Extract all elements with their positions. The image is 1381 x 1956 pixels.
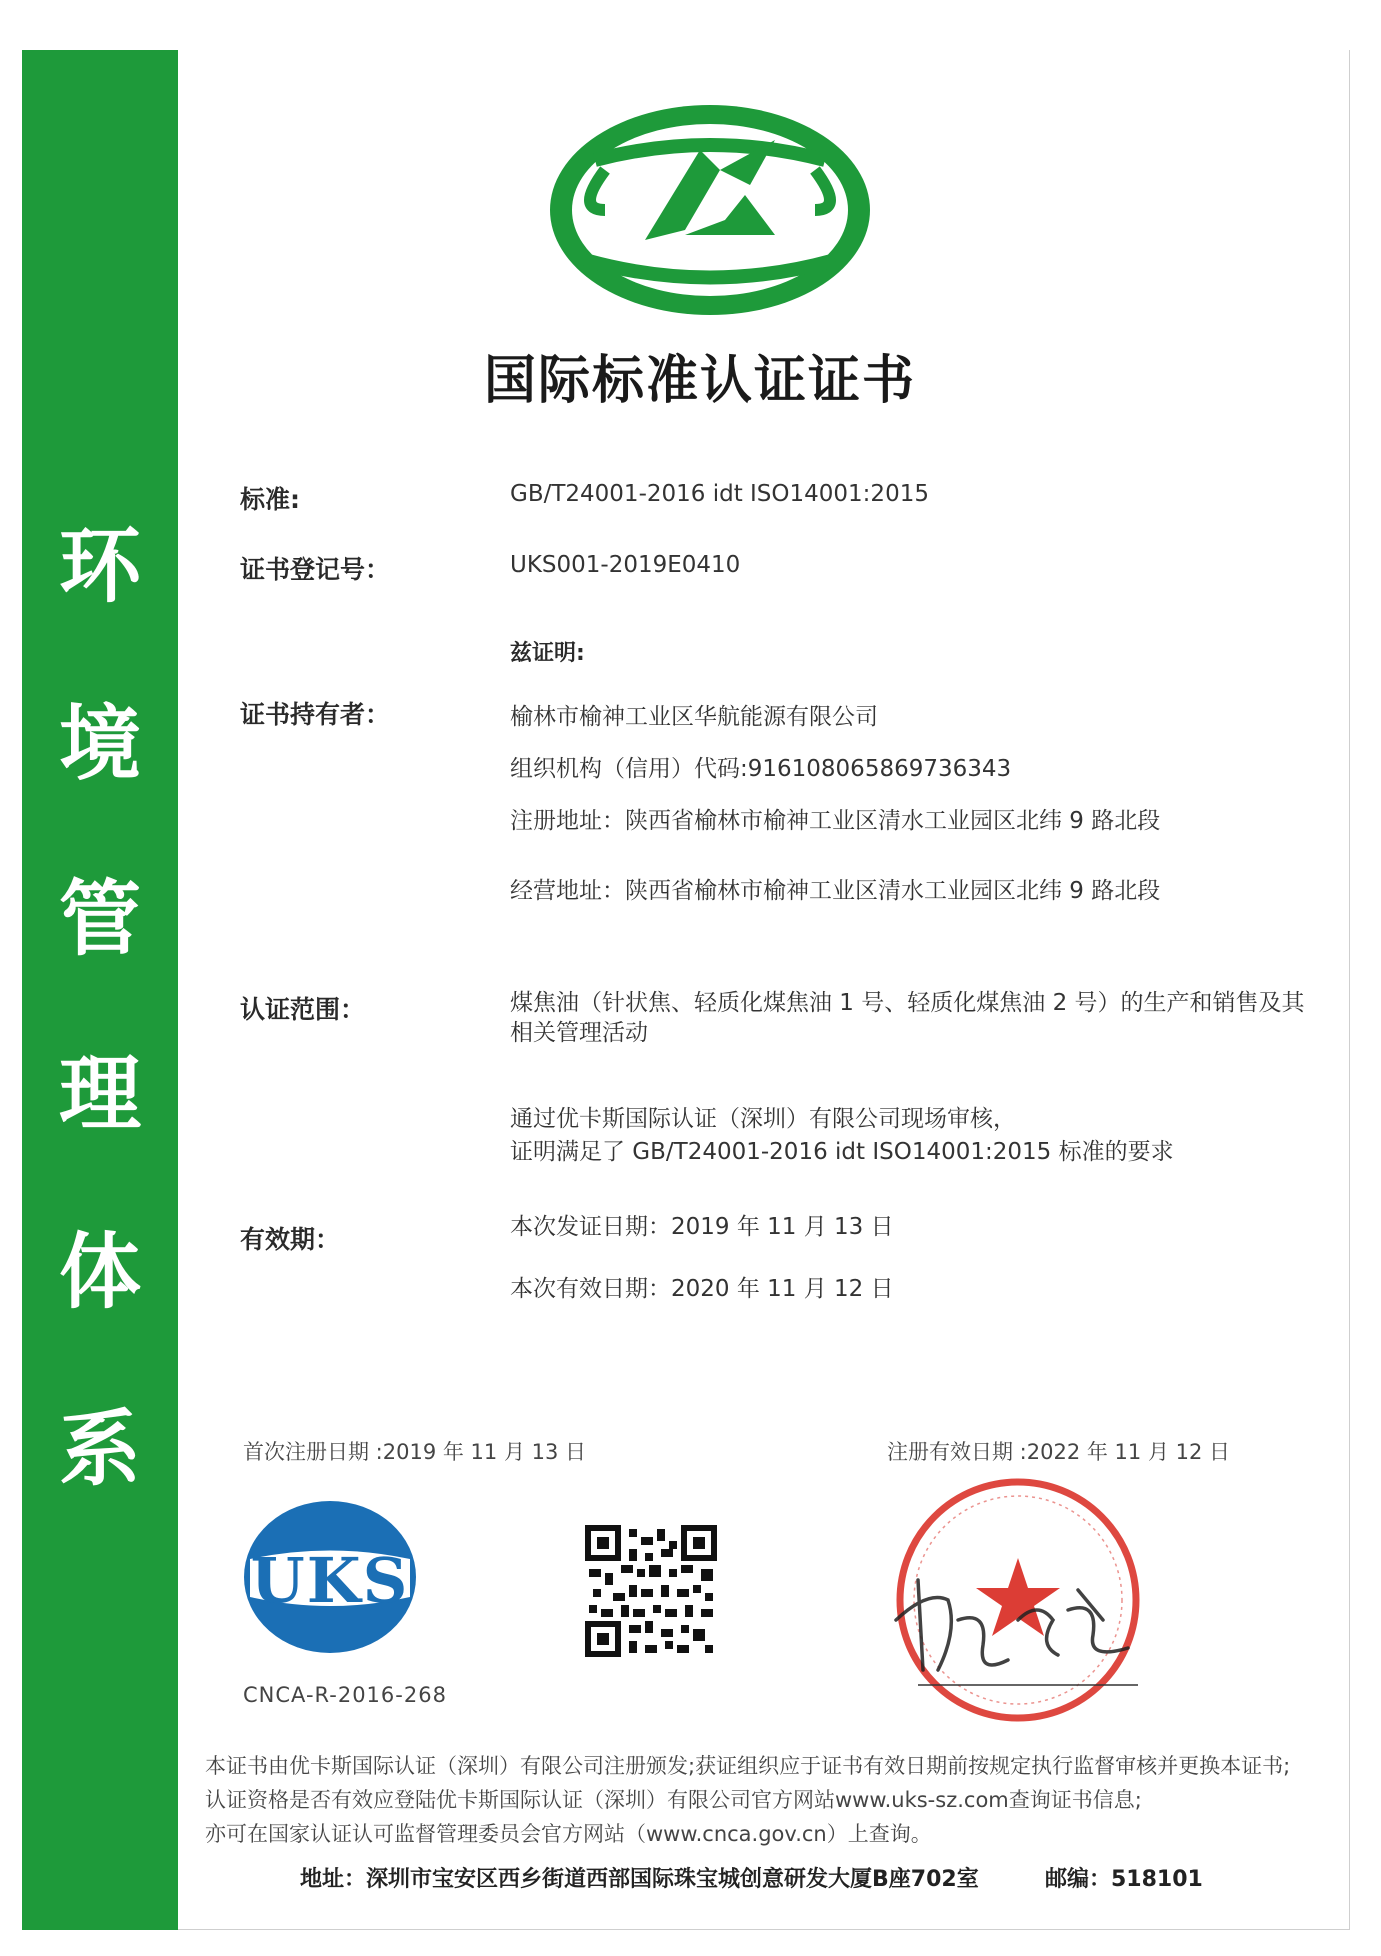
side-char: 理 bbox=[58, 1047, 141, 1142]
validity-label: 有效期： bbox=[240, 1225, 341, 1254]
standard-value: GB/T24001-2016 idt ISO14001:2015 bbox=[510, 481, 929, 507]
red-seal-stamp-icon bbox=[888, 1470, 1148, 1730]
side-band bbox=[22, 50, 178, 1930]
registration-valid-date: 注册有效日期 :2022 年 11 月 12 日 bbox=[887, 1440, 1231, 1464]
side-char: 境 bbox=[58, 697, 141, 792]
standard-label: 标准: bbox=[240, 485, 300, 514]
reg-no-label: 证书登记号： bbox=[240, 555, 391, 584]
uks-logo bbox=[240, 1497, 420, 1657]
holder-label: 证书持有者： bbox=[240, 700, 391, 729]
side-char: 体 bbox=[58, 1225, 141, 1320]
certificate-title: 国际标准认证证书 bbox=[483, 351, 916, 411]
footer-address: 地址：深圳市宝安区西乡街道西部国际珠宝城创意研发大厦B座702室 bbox=[300, 1867, 979, 1892]
scope-value: 煤焦油（针状焦、轻质化煤焦油 1 号、轻质化煤焦油 2 号）的生产和销售及其相关管理活动 bbox=[510, 990, 1305, 1046]
reg-no-value: UKS001-2019E0410 bbox=[510, 552, 741, 578]
footer-line-2: 认证资格是否有效应登陆优卡斯国际认证（深圳）有限公司官方网站www.uks-sz.com查询证书信息; bbox=[205, 1788, 1142, 1812]
issue-date: 本次发证日期：2019 年 11 月 13 日 bbox=[510, 1214, 894, 1240]
qr-code-icon bbox=[585, 1525, 717, 1657]
footer-line-1: 本证书由优卡斯国际认证（深圳）有限公司注册颁发;获证组织应于证书有效日期前按规定执行监督审核并更换本证书; bbox=[205, 1754, 1291, 1778]
certify-heading: 兹证明: bbox=[510, 641, 585, 666]
biz-address: 经营地址：陕西省榆林市榆神工业区清水工业园区北纬 9 路北段 bbox=[510, 878, 1161, 904]
audit-line-1: 通过优卡斯国际认证（深圳）有限公司现场审核， bbox=[510, 1106, 1016, 1132]
first-registration-date: 首次注册日期 :2019 年 11 月 13 日 bbox=[243, 1440, 587, 1464]
holder-name: 榆林市榆神工业区华航能源有限公司 bbox=[510, 704, 878, 730]
org-code: 组织机构（信用）代码:916108065869736343 bbox=[510, 756, 1012, 782]
reg-address: 注册地址：陕西省榆林市榆神工业区清水工业园区北纬 9 路北段 bbox=[510, 808, 1161, 834]
cnca-code: CNCA-R-2016-268 bbox=[243, 1683, 447, 1707]
uk-globe-logo-icon bbox=[545, 100, 875, 320]
scope-label: 认证范围： bbox=[240, 995, 366, 1024]
expiry-date: 本次有效日期：2020 年 11 月 12 日 bbox=[510, 1276, 894, 1302]
uks-logo-text: UKS bbox=[250, 1544, 410, 1617]
side-char: 环 bbox=[58, 519, 141, 614]
footer-line-3: 亦可在国家认证认可监督管理委员会官方网站（www.cnca.gov.cn）上查询。 bbox=[205, 1822, 932, 1846]
audit-line-2: 证明满足了 GB/T24001-2016 idt ISO14001:2015 标准的要求 bbox=[510, 1139, 1174, 1165]
footer-postcode: 邮编：518101 bbox=[1045, 1867, 1203, 1892]
side-char: 管 bbox=[58, 872, 141, 967]
side-char: 系 bbox=[58, 1402, 141, 1497]
